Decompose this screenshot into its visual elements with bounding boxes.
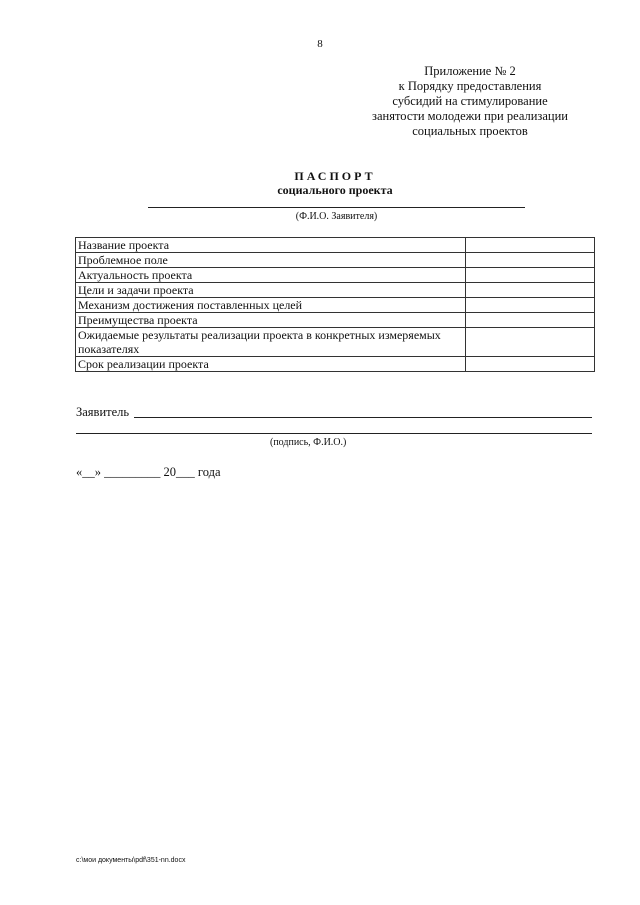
applicant-name-line [148,207,525,208]
date-line: «__» _________ 20___ года [76,465,221,479]
row-value [466,328,595,357]
appendix-line: к Порядку предоставления [398,79,542,93]
applicant-label: Заявитель [76,405,130,419]
row-label: Срок реализации проекта [76,357,466,372]
row-label: Цели и задачи проекта [76,283,466,298]
row-value [466,268,595,283]
appendix-header [350,64,590,139]
document-title: ПАСПОРТ [294,169,376,183]
applicant-signature-line [134,417,592,418]
row-label: Механизм достижения поставленных целей [76,298,466,313]
table-row [76,268,595,283]
passport-table [75,237,595,372]
row-value [466,283,595,298]
appendix-line: Приложение № 2 [424,64,516,78]
table-row [76,313,595,328]
document-subtitle: социального проекта [277,183,393,197]
applicant-signature-line-2 [76,433,592,434]
signature-caption: (подпись, Ф.И.О.) [270,437,347,448]
row-value [466,238,595,253]
appendix-line: социальных проектов [412,124,528,138]
row-value [466,313,595,328]
table-row [76,357,595,372]
row-label: Ожидаемые результаты реализации проекта в конкретных измеряемых показателях [76,328,466,357]
row-label: Преимущества проекта [76,313,466,328]
row-value [466,253,595,268]
table-row [76,328,595,357]
table-row [76,283,595,298]
table-row [76,298,595,313]
row-value [466,357,595,372]
appendix-line: субсидий на стимулирование [392,94,548,108]
row-label: Название проекта [76,238,466,253]
row-label: Актуальность проекта [76,268,466,283]
table-row [76,253,595,268]
appendix-line: занятости молодежи при реализации [372,109,568,123]
table-row [76,238,595,253]
row-value [466,298,595,313]
row-label: Проблемное поле [76,253,466,268]
page-number: 8 [317,38,323,50]
applicant-name-caption: (Ф.И.О. Заявителя) [295,211,378,222]
footer-file-path: c:\мои документы\pdf\351-nn.docx [76,857,186,864]
